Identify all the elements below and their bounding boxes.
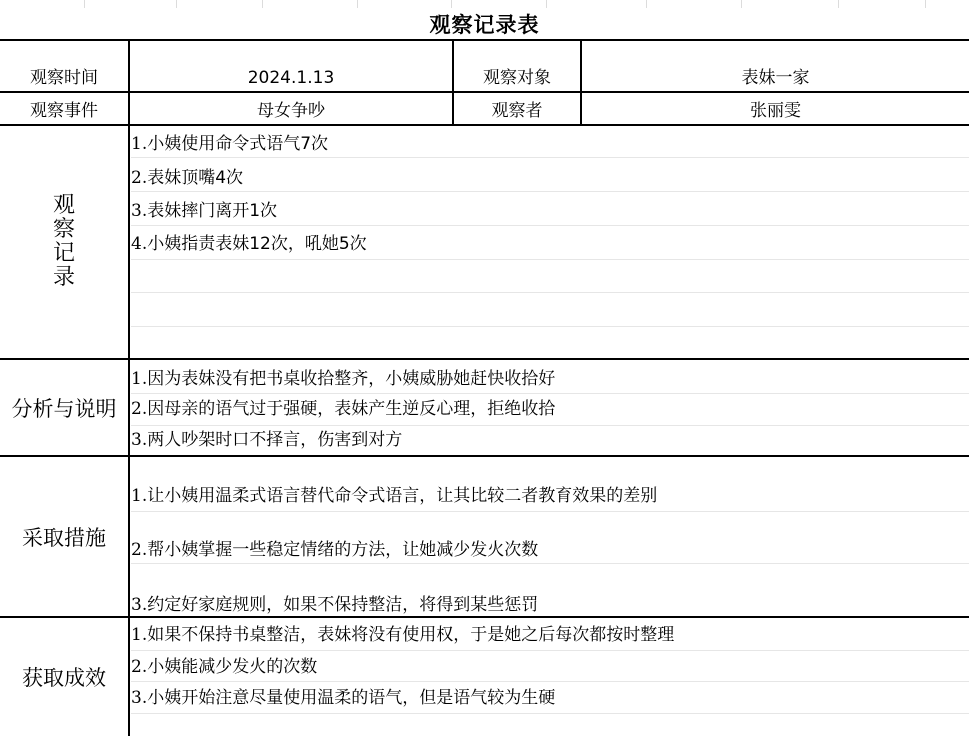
observer-value: 张丽雯 <box>750 101 801 121</box>
record-item: 1.小姨使用命令式语气7次 <box>131 134 329 154</box>
measures-item: 2.帮小姨掌握一些稳定情绪的方法，让她减少发火次数 <box>131 540 539 560</box>
record-item: 4.小姨指责表妹12次，吼她5次 <box>131 234 367 254</box>
analysis-item: 1.因为表妹没有把书桌收拾整齐，小姨威胁她赶快收拾好 <box>131 369 556 389</box>
record-label-char: 观 <box>52 193 75 218</box>
analysis-item: 2.因母亲的语气过于强硬，表妹产生逆反心理，拒绝收拾 <box>131 399 556 419</box>
results-item: 2.小姨能减少发火的次数 <box>131 657 318 677</box>
target-value: 表妹一家 <box>741 68 810 88</box>
observer-label: 观察者 <box>491 101 543 121</box>
page-title: 观察记录表 <box>429 13 540 37</box>
results-item: 1.如果不保持书桌整洁，表妹将没有使用权，于是她之后每次都按时整理 <box>131 625 675 645</box>
record-label-char: 察 <box>52 217 75 242</box>
time-label: 观察时间 <box>30 68 98 88</box>
record-label-char: 录 <box>52 265 75 290</box>
event-value: 母女争吵 <box>257 101 325 121</box>
analysis-item: 3.两人吵架时口不择言，伤害到对方 <box>131 430 403 450</box>
record-section-label <box>0 126 128 358</box>
measures-section-label: 采取措施 <box>22 525 106 550</box>
record-item: 3.表妹摔门离开1次 <box>131 201 278 221</box>
results-section-label: 获取成效 <box>22 666 106 690</box>
time-value: 2024.1.13 <box>247 68 335 88</box>
measures-item: 3.约定好家庭规则，如果不保持整洁，将得到某些惩罚 <box>131 595 539 615</box>
event-label: 观察事件 <box>30 101 98 121</box>
results-item: 3.小姨开始注意尽量使用温柔的语气，但是语气较为生硬 <box>131 688 556 708</box>
target-label: 观察对象 <box>483 68 551 88</box>
sheet-column-grid <box>0 0 969 8</box>
measures-item: 1.让小姨用温柔式语言替代命令式语言，让其比较二者教育效果的差别 <box>131 486 658 506</box>
record-label-char: 记 <box>52 241 75 266</box>
record-item: 2.表妹顶嘴4次 <box>131 168 244 188</box>
analysis-section-label: 分析与说明 <box>11 396 117 421</box>
